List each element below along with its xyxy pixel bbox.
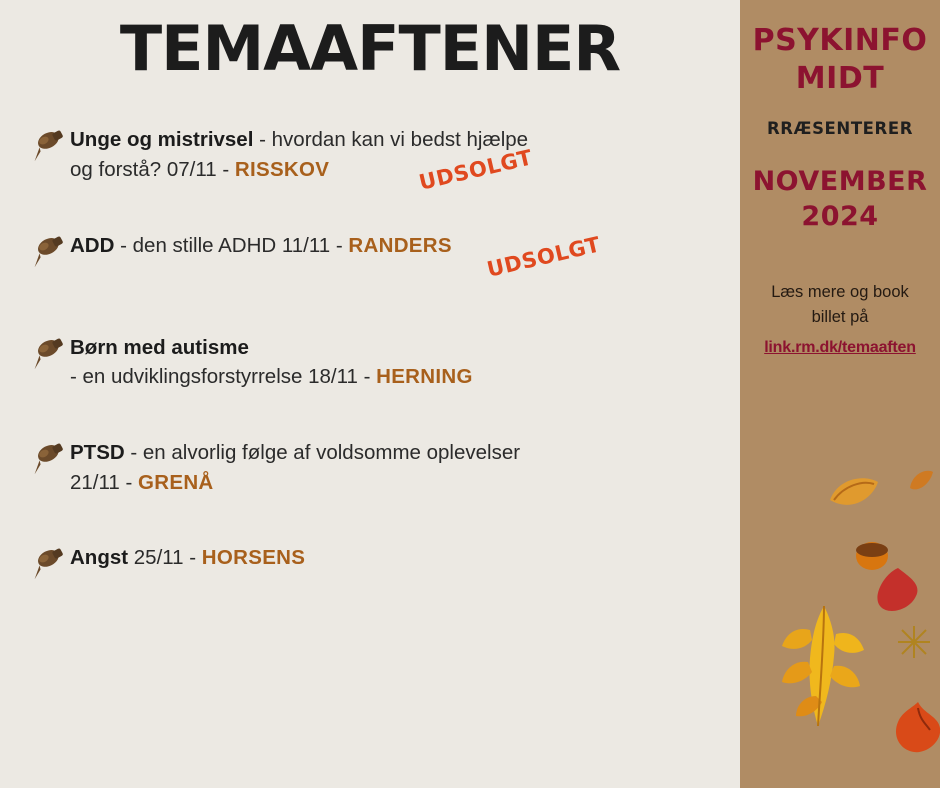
pushpin-icon bbox=[26, 233, 70, 267]
event-location: RANDERS bbox=[348, 233, 452, 257]
list-item bbox=[26, 543, 740, 599]
event-title: Angst bbox=[70, 546, 129, 570]
event-desc: - en alvorlig følge af voldsomme oplevelser bbox=[124, 440, 521, 464]
event-desc: - den stille ADHD 11/11 - bbox=[114, 233, 349, 257]
date-block bbox=[740, 164, 940, 234]
pushpin-icon bbox=[26, 545, 70, 579]
page-title: TEMAAFTENER bbox=[119, 12, 621, 85]
booking-line-2: billet på bbox=[811, 307, 869, 326]
event-list bbox=[0, 125, 740, 599]
list-item bbox=[26, 333, 740, 392]
leaf-icon bbox=[870, 566, 926, 623]
event-desc: 25/11 - bbox=[128, 546, 202, 570]
event-location: RISSKOV bbox=[234, 157, 330, 181]
event-text bbox=[70, 543, 305, 573]
event-title: Børn med autisme bbox=[70, 335, 249, 359]
brand-line-1: PSYKINFO bbox=[752, 23, 928, 58]
poster-sidebar bbox=[740, 0, 940, 788]
pushpin-icon bbox=[26, 127, 70, 161]
leaf-icon bbox=[906, 466, 936, 501]
list-item bbox=[26, 231, 740, 287]
leaf-icon bbox=[850, 536, 894, 581]
event-text bbox=[70, 438, 520, 497]
brand-line-2: MIDT bbox=[795, 60, 885, 96]
status-badge: UDSOLGT bbox=[484, 231, 603, 282]
pushpin-icon bbox=[26, 440, 70, 474]
status-badge: UDSOLGT bbox=[416, 145, 535, 195]
month-label: NOVEMBER bbox=[752, 166, 928, 197]
leaf-icon bbox=[770, 600, 880, 735]
list-item bbox=[26, 125, 740, 195]
year-label: 2024 bbox=[801, 201, 879, 233]
leaf-icon bbox=[890, 700, 940, 761]
leaf-icon bbox=[824, 470, 884, 519]
event-text bbox=[70, 231, 452, 261]
event-title: ADD bbox=[70, 233, 115, 257]
event-location: GRENÅ bbox=[138, 470, 214, 494]
event-desc: - hvordan kan vi bedst hjælpe bbox=[253, 128, 529, 152]
event-desc-2: - en udviklingsforstyrrelse 18/11 - bbox=[70, 365, 377, 389]
presents-label: RRÆSENTERER bbox=[766, 119, 914, 138]
leaf-icon bbox=[896, 624, 932, 665]
brand-title bbox=[740, 22, 940, 97]
pushpin-icon bbox=[26, 335, 70, 369]
event-title: Unge og mistrivsel bbox=[70, 128, 254, 152]
booking-link[interactable]: link.rm.dk/temaaften bbox=[764, 338, 916, 356]
event-desc-2: og forstå? 07/11 - bbox=[70, 157, 235, 181]
list-item bbox=[26, 438, 740, 497]
booking-info bbox=[740, 280, 940, 360]
booking-line-1: Læs mere og book bbox=[771, 283, 909, 302]
event-location: HORSENS bbox=[201, 546, 306, 570]
event-text bbox=[70, 333, 473, 392]
event-desc-2: 21/11 - bbox=[70, 470, 138, 494]
event-location: HERNING bbox=[376, 365, 473, 389]
event-title: PTSD bbox=[70, 440, 125, 464]
